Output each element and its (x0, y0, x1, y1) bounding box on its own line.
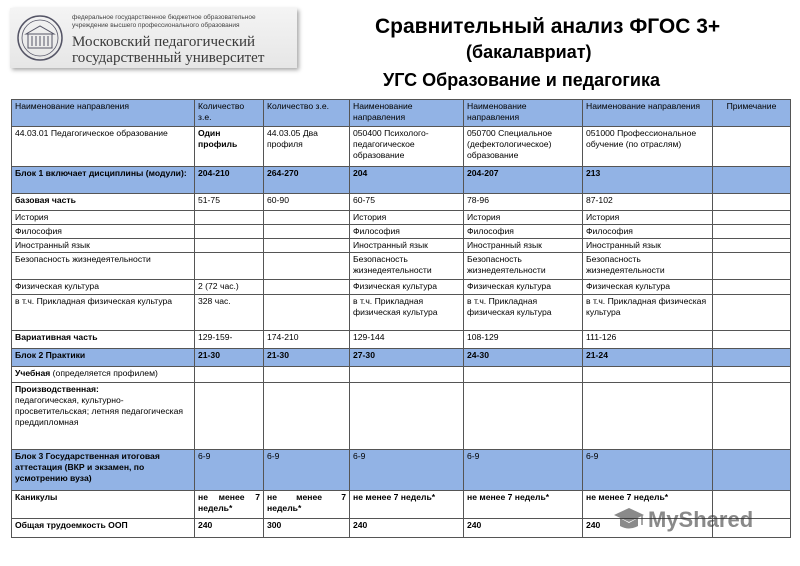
table-row (12, 367, 791, 383)
table-header-row (12, 100, 791, 127)
table-cell: 204-210 (195, 167, 264, 194)
comparison-table (11, 99, 791, 538)
table-cell: 051000 Профессиональное обучение (по отраслям) (583, 127, 713, 167)
table-cell (264, 225, 350, 239)
table-cell: Один профиль (195, 127, 264, 167)
table-cell (195, 211, 264, 225)
table-row (12, 383, 791, 450)
table-cell: 44.03.01 Педагогическое образование (12, 127, 195, 167)
table-cell: 129-159- (195, 331, 264, 349)
table-cell: Иностранный язык (12, 239, 195, 253)
table-cell: Блок 3 Государственная итоговая аттестация (ВКР и экзамен, по усмотрению вуза) (12, 450, 195, 491)
header-cell: Наименование направления (350, 100, 464, 127)
table-cell: 44.03.05 Два профиля (264, 127, 350, 167)
table-cell: 60-90 (264, 194, 350, 211)
table-cell: Безопасность жизнедеятельности (12, 253, 195, 280)
table-cell (583, 383, 713, 450)
header-cell: Наименование направления (583, 100, 713, 127)
table-cell: 6-9 (350, 450, 464, 491)
table-cell (713, 367, 791, 383)
table-row (12, 211, 791, 225)
table-cell: 111-126 (583, 331, 713, 349)
table-cell (350, 367, 464, 383)
header-cell: Наименование направления (464, 100, 583, 127)
watermark-text: MyShared (648, 507, 754, 532)
table-row (12, 253, 791, 280)
table-cell: 108-129 (464, 331, 583, 349)
table-cell: в т.ч. Прикладная физическая культура (583, 295, 713, 331)
table-cell: 240 (195, 519, 264, 538)
table-cell (713, 349, 791, 367)
table-cell: 6-9 (264, 450, 350, 491)
table-cell: Философия (350, 225, 464, 239)
table-cell: 264-270 (264, 167, 350, 194)
graduation-cap-icon (612, 503, 646, 537)
table-cell: не менее 7 недель* (264, 491, 350, 519)
table-cell: в т.ч. Прикладная физическая культура (464, 295, 583, 331)
table-cell: базовая часть (12, 194, 195, 211)
table-cell: История (464, 211, 583, 225)
logo-subtitle: федеральное государственное бюджетное образовательное учреждение высшего профессионального образования (72, 14, 256, 29)
table-cell (350, 383, 464, 450)
table-cell: не менее 7 недель* (464, 491, 583, 519)
table-cell (713, 295, 791, 331)
table-cell (195, 367, 264, 383)
table-cell: в т.ч. Прикладная физическая культура (350, 295, 464, 331)
table-cell: 240 (350, 519, 464, 538)
table-cell: в т.ч. Прикладная физическая культура (12, 295, 195, 331)
table-cell (713, 450, 791, 491)
table-cell: Физическая культура (350, 280, 464, 295)
header-cell: Примечание (713, 100, 791, 127)
table-cell: Иностранный язык (350, 239, 464, 253)
table-cell (713, 253, 791, 280)
table-cell (195, 383, 264, 450)
table-cell (464, 383, 583, 450)
table-cell: Физическая культура (583, 280, 713, 295)
table-cell: 204 (350, 167, 464, 194)
table-cell: 213 (583, 167, 713, 194)
table-cell: 87-102 (583, 194, 713, 211)
table-cell (264, 253, 350, 280)
table-cell: История (350, 211, 464, 225)
table-cell (583, 367, 713, 383)
table-cell (713, 211, 791, 225)
table-cell: 21-30 (264, 349, 350, 367)
table-cell (713, 194, 791, 211)
table-cell: Каникулы (12, 491, 195, 519)
table-cell (264, 367, 350, 383)
table-row (12, 194, 791, 211)
table-cell: Иностранный язык (464, 239, 583, 253)
table-cell (713, 239, 791, 253)
watermark (612, 503, 772, 539)
header-cell: Наименование направления (12, 100, 195, 127)
table-cell: Безопасность жизнедеятельности (464, 253, 583, 280)
table-cell (713, 383, 791, 450)
table-cell: 6-9 (464, 450, 583, 491)
table-cell: История (12, 211, 195, 225)
table-cell: 24-30 (464, 349, 583, 367)
table-cell: 328 час. (195, 295, 264, 331)
table-row (12, 295, 791, 331)
table-cell: Безопасность жизнедеятельности (350, 253, 464, 280)
table-row (12, 225, 791, 239)
table-row (12, 127, 791, 167)
table-cell: Физическая культура (464, 280, 583, 295)
table-cell: 174-210 (264, 331, 350, 349)
table-cell: Философия (583, 225, 713, 239)
table-row (12, 280, 791, 295)
table-cell: 27-30 (350, 349, 464, 367)
page-subtitle: (бакалавриат) (466, 42, 592, 62)
table-cell: 050700 Специальное (дефектологическое) образование (464, 127, 583, 167)
table-cell: Иностранный язык (583, 239, 713, 253)
table-row (12, 450, 791, 491)
table-cell (713, 280, 791, 295)
logo-university-name: Московский педагогический государственный университет (72, 34, 265, 66)
table-cell: 129-144 (350, 331, 464, 349)
table-cell: Блок 2 Практики (12, 349, 195, 367)
table-row (12, 167, 791, 194)
table-cell: 78-96 (464, 194, 583, 211)
table-cell (195, 225, 264, 239)
table-cell (464, 367, 583, 383)
table-cell: Учебная (определяется профилем) (12, 367, 195, 383)
table-cell: 6-9 (583, 450, 713, 491)
table-cell: Физическая культура (12, 280, 195, 295)
table-cell (713, 331, 791, 349)
table-cell (264, 383, 350, 450)
table-row (12, 349, 791, 367)
table-cell: 204-207 (464, 167, 583, 194)
table-cell: Общая трудоемкость ООП (12, 519, 195, 538)
table-cell: История (583, 211, 713, 225)
university-emblem-icon (16, 14, 64, 62)
table-cell: Вариативная часть (12, 331, 195, 349)
table-cell: Философия (12, 225, 195, 239)
page-title: Сравнительный анализ ФГОС 3+ (375, 15, 721, 38)
university-logo-block (10, 8, 297, 68)
table-cell: 60-75 (350, 194, 464, 211)
table-row (12, 239, 791, 253)
table-cell: 2 (72 час.) (195, 280, 264, 295)
table-cell (713, 127, 791, 167)
table-cell (713, 167, 791, 194)
table-cell (264, 211, 350, 225)
table-cell: 300 (264, 519, 350, 538)
table-row (12, 331, 791, 349)
table-cell: 240 (583, 519, 713, 538)
page-heading-ugs: УГС Образование и педагогика (383, 70, 661, 90)
table-cell: Философия (464, 225, 583, 239)
table-cell: Блок 1 включает дисциплины (модули): (12, 167, 195, 194)
table-cell (713, 225, 791, 239)
header-cell: Количество з.е. (195, 100, 264, 127)
table-cell: Производственная: педагогическая, культурно-просветительская; летняя педагогическая преддипломная (12, 383, 195, 450)
table-cell: 51-75 (195, 194, 264, 211)
header-cell: Количество з.е. (264, 100, 350, 127)
table-cell: 21-30 (195, 349, 264, 367)
table-cell (264, 295, 350, 331)
table-cell: 6-9 (195, 450, 264, 491)
table-cell (264, 280, 350, 295)
table-cell: 240 (464, 519, 583, 538)
table-cell (195, 253, 264, 280)
table-cell: не менее 7 недель* (350, 491, 464, 519)
table-cell (264, 239, 350, 253)
table-cell: не менее 7 недель* (583, 491, 713, 519)
table-cell (195, 239, 264, 253)
table-cell: Безопасность жизнедеятельности (583, 253, 713, 280)
table-cell: 050400 Психолого-педагогическое образование (350, 127, 464, 167)
table-cell: 21-24 (583, 349, 713, 367)
table-cell: не менее 7 недель* (195, 491, 264, 519)
